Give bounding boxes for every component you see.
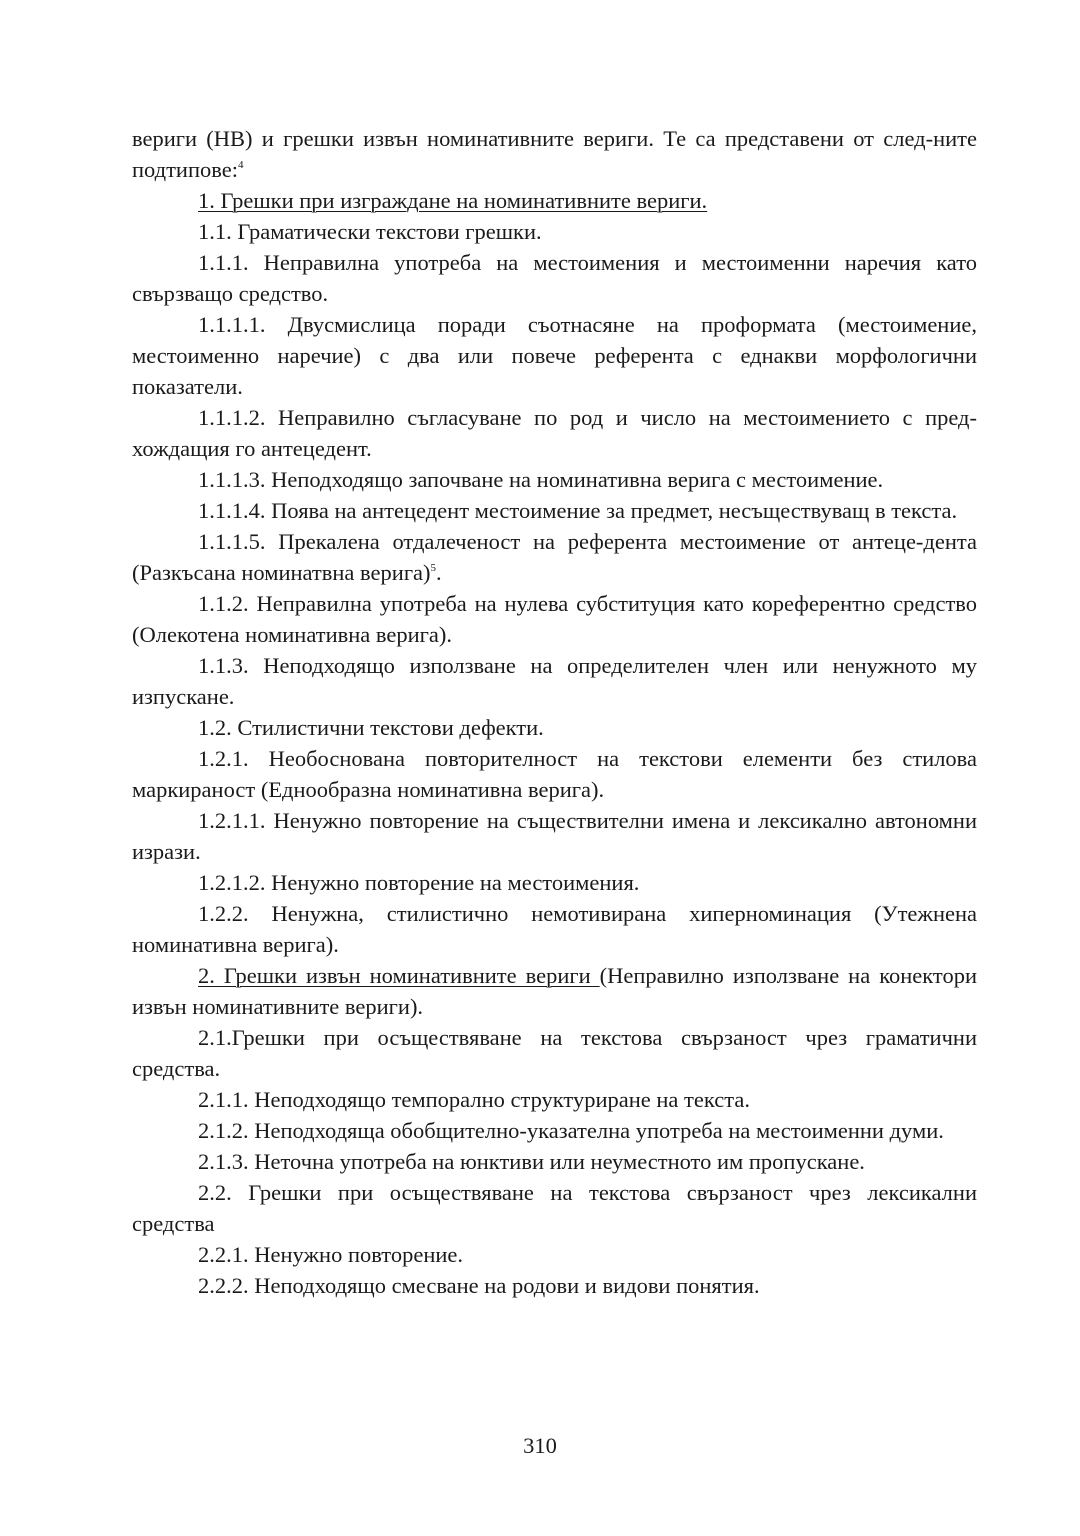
list-item: 1.1.1. Неправилна употреба на местоимения и местоименни наречия като свързващо средство. [132,250,977,306]
list-item: 1.2.1.1. Ненужно повторение на съществителни имена и лексикално автономни изрази. [132,808,977,864]
list-item: 1.1.3. Неподходящо използване на определителен член или ненужното му изпускане. [132,653,977,709]
list-item: 2.1.2. Неподходяща обобщително-указателна употреба на местоименни думи. [198,1118,944,1143]
footnote-marker: 5 [430,562,437,574]
list-item: 1.1.2. Неправилна употреба на нулева субституция като кореферентно средство (Олекотена номинативна верига). [132,591,977,647]
list-item: 1.1.1.5. Прекалена отдалеченост на референта местоимение от антеце-дента (Разкъсана номинатвна верига)$^5$. [132,529,977,585]
list-item: 2.2.2. Неподходящо смесване на родови и видови понятия. [198,1273,760,1298]
section-heading-1: 1. Грешки при изграждане на номинативните вериги. [198,188,708,213]
page-number: 310 [523,1433,557,1458]
list-item: 2.2. Грешки при осъществяване на текстова свързаност чрез лексикални средства [132,1180,977,1236]
list-item: 2.1.3. Неточна употреба на юнктиви или неуместното им пропускане. [198,1149,865,1174]
intro-paragraph: вериги (НВ) и грешки извън номинативните вериги. Те са представени от след-ните подтипове:$^4$ [132,126,977,182]
footnote-marker: 4 [238,159,244,171]
list-item: 1.1.1.1. Двусмислица поради съотнасяне на проформата (местоимение, местоименно наречие) с два или повече референта с еднакви морфологични показатели. [132,312,977,399]
list-item: 1.2.2. Ненужна, стилистично немотивирана хиперноминация (Утежнена номинативна верига). [132,901,977,957]
list-item: 1.2.1.2. Ненужно повторение на местоимения. [198,870,640,895]
list-item: 1.1. Граматически текстови грешки. [198,219,542,244]
list-item: 2.1.1. Неподходящо темпорално структуриране на текста. [198,1087,750,1112]
list-item: 1.2. Стилистични текстови дефекти. [198,715,544,740]
list-item: 2.2.1. Ненужно повторение. [198,1242,464,1267]
list-item: 1.1.1.4. Поява на антецедент местоимение за предмет, несъществуващ в текста. [198,498,958,523]
list-item: 1.1.1.3. Неподходящо започване на номинативна верига с местоимение. [198,467,884,492]
section-heading-2: 2. Грешки извън номинативните вериги (Неправилно използване на конектори извън номинативните вериги). [132,963,977,1019]
list-item: 1.2.1. Необоснована повторителност на текстови елементи без стилова маркираност (Еднообразна номинативна верига). [132,746,977,802]
list-item: 1.1.1.2. Неправилно съгласуване по род и число на местоимението с пред-хождащия го антецедент. [132,405,977,461]
body-text [132,123,977,1301]
list-item: 2.1.Грешки при осъществяване на текстова свързаност чрез граматични средства. [132,1025,977,1081]
